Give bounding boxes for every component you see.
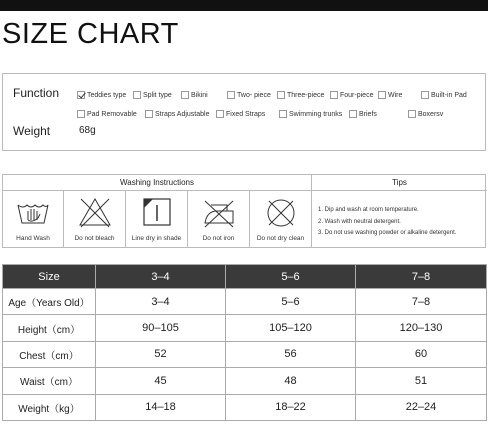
table-cell: 7–8: [356, 289, 487, 315]
checkbox-icon: [216, 110, 224, 118]
wash-label: Do not dry clean: [256, 235, 305, 242]
no-iron-icon: [188, 195, 249, 231]
top-bar: [0, 0, 488, 11]
table-row: [3, 368, 487, 394]
table-row: [3, 394, 487, 420]
option-straps-adjustable: Straps Adjustable: [145, 110, 209, 118]
tips-list: [318, 205, 488, 240]
header-size-col: 5–6: [226, 265, 356, 289]
checkbox-icon: [181, 91, 189, 99]
function-label: Function: [13, 86, 60, 100]
hand-wash-icon: [3, 195, 63, 231]
table-cell: 56: [226, 341, 356, 367]
washing-panel: [2, 174, 486, 248]
wash-label: Do not bleach: [74, 235, 115, 242]
table-cell: 120–130: [356, 315, 487, 341]
table-cell: 51: [356, 368, 487, 394]
table-cell: 90–105: [96, 315, 226, 341]
header-size-col: 7–8: [356, 265, 487, 289]
option-bikini: Bikini: [181, 91, 208, 99]
option-three-piece: Three-piece: [277, 91, 324, 99]
option-briefs: Briefs: [349, 110, 377, 118]
option-boxersv: Boxersv: [408, 110, 443, 118]
function-panel: [2, 73, 486, 151]
no-bleach-icon: [64, 195, 125, 231]
row-label: Height（cm）: [3, 315, 96, 341]
wash-cell-no-dry-clean: [250, 191, 312, 248]
checkbox-icon: [227, 91, 235, 99]
option-split-type: Split type: [133, 91, 172, 99]
checkbox-icon: [330, 91, 338, 99]
tip-item: 3. Do not use washing powder or alkaline detergent.: [318, 230, 457, 236]
wash-cell-line-dry-shade: [126, 191, 188, 248]
table-cell: 5–6: [226, 289, 356, 315]
checkbox-icon: [77, 91, 85, 99]
tip-item: 1. Dip and wash at room temperature.: [318, 207, 419, 213]
wash-cell-hand-wash: [3, 191, 64, 248]
option-teddies-type: Teddies type: [77, 91, 126, 99]
checkbox-icon: [77, 110, 85, 118]
wash-label: Do not iron: [202, 235, 235, 242]
page-title: SIZE CHART: [2, 18, 179, 50]
option-fixed-straps: Fixed Straps: [216, 110, 265, 118]
wash-cell-no-bleach: [64, 191, 126, 248]
option-pad-removable: Pad Removable: [77, 110, 137, 118]
table-row: [3, 315, 487, 341]
checkbox-icon: [277, 91, 285, 99]
washing-header: Washing Instructions: [3, 175, 312, 191]
table-row: [3, 289, 487, 315]
checkbox-icon: [145, 110, 153, 118]
option-wire: Wire: [378, 91, 402, 99]
table-cell: 48: [226, 368, 356, 394]
header-size: Size: [3, 265, 96, 289]
header-size-col: 3–4: [96, 265, 226, 289]
weight-value: 68g: [79, 125, 96, 136]
wash-label: Hand Wash: [16, 235, 50, 242]
checkbox-icon: [421, 91, 429, 99]
option-built-in-pad: Built-in Pad: [421, 91, 467, 99]
table-cell: 18–22: [226, 394, 356, 420]
table-cell: 52: [96, 341, 226, 367]
option-swimming-trunks: Swimming trunks: [279, 110, 342, 118]
option-two-piece: Two- piece: [227, 91, 271, 99]
checkbox-icon: [279, 110, 287, 118]
checkbox-icon: [349, 110, 357, 118]
tip-item: 2. Wash with neutral detergent.: [318, 218, 401, 225]
size-table: [2, 264, 487, 421]
option-four-piece: Four-piece: [330, 91, 373, 99]
checkbox-icon: [133, 91, 141, 99]
table-cell: 105–120: [226, 315, 356, 341]
table-cell: 45: [96, 368, 226, 394]
no-dry-clean-icon: [250, 195, 311, 231]
wash-label: Line dry in shade: [131, 235, 182, 242]
checkbox-icon: [378, 91, 386, 99]
weight-label: Weight: [13, 124, 51, 138]
table-cell: 14–18: [96, 394, 226, 420]
table-cell: 60: [356, 341, 487, 367]
tips-header: Tips: [312, 175, 487, 191]
table-cell: 22–24: [356, 394, 487, 420]
table-header-row: [3, 265, 487, 289]
row-label: Waist（cm）: [3, 368, 96, 394]
line-dry-shade-icon: [126, 195, 187, 231]
row-label: Age（Years Old）: [3, 289, 96, 315]
checkbox-icon: [408, 110, 416, 118]
wash-cell-no-iron: [188, 191, 250, 248]
table-row: [3, 341, 487, 367]
row-label: Weight（kg）: [3, 394, 96, 420]
row-label: Chest（cm）: [3, 341, 96, 367]
table-cell: 3–4: [96, 289, 226, 315]
